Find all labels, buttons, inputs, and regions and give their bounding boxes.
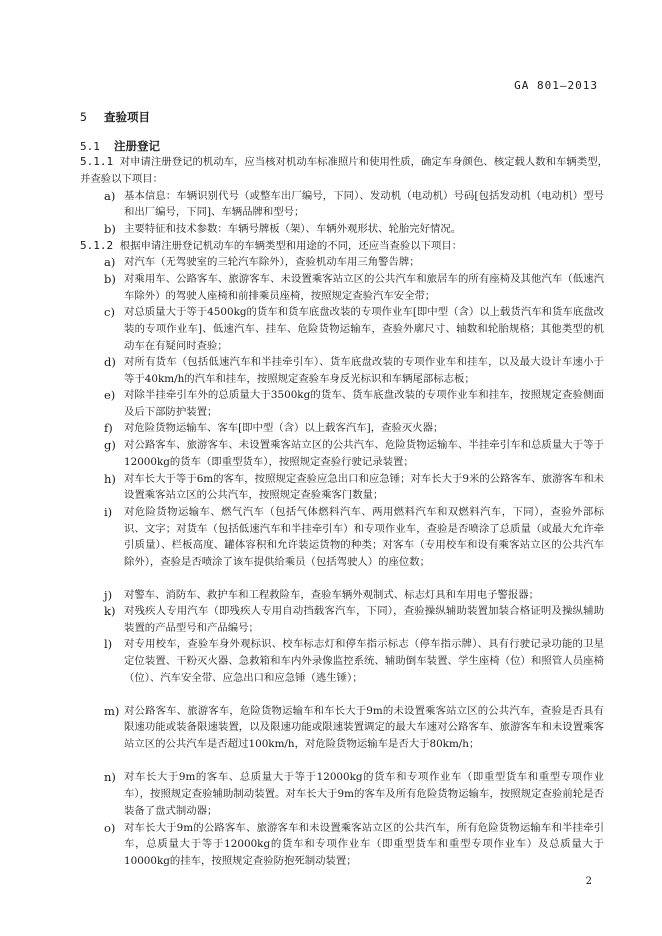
list-text: 对公路客车、旅游客车、未设置乘客站立区的公共汽车、危险货物运输车、半挂牵引车和总质量大于等于12000kg的货车（即重型货车），按照规定查验行驶记录装置； [124, 439, 604, 469]
clause-5-1-1 [80, 154, 608, 187]
list-item [104, 387, 604, 420]
list-marker: a) [104, 188, 116, 203]
list-marker: c) [104, 305, 115, 320]
list-text: 对所有货车（包括低速汽车和半挂牵引车）、货车底盘改装的专项作业车和挂车，以及最大设计车速小于等于40km/h的汽车和挂车，按照规定查验车身反光标识和车辆尾部标志板； [124, 355, 604, 385]
list-text: 对除半挂牵引车外的总质量大于3500kg的货车、货车底盘改装的专项作业车和挂车，按照规定查验侧面及后下部防护装置； [124, 389, 604, 418]
list-marker: a) [104, 255, 116, 270]
list-text: 对残疾人专用汽车（即残疾人专用自动挡载客汽车，下同），查验操纵辅助装置加装合格证明及操纵辅助装置的产品型号和产品编号； [124, 604, 604, 634]
list-item [104, 603, 604, 636]
list-text: 对危险货物运输车、燃气汽车（包括气体燃料汽车、两用燃料汽车和双燃料汽车，下同），查验外部标识、文字；对货车（包括低速汽车和半挂牵引车）和专项作业车，查验是否喷涂了总质量（或最大允许牵引质量）、栏板高度、罐体容积和允许装运货物的种类；对客车（专用校车和设有乘客站立区的公共汽车除外），查验是否喷涂了该车提供给乘员（包括驾驶人）的座位数； [124, 506, 604, 568]
list-text: 对车长大于9m的客车、总质量大于等于12000kg的货车和专项作业车（即重型货车和重型专项作业车），按照规定查验辅助制动装置。对车长大于9m的客车及所有危险货物运输车，按照规定查验前轮是否装备了盘式制动器； [124, 771, 604, 817]
subsection-heading [80, 139, 160, 154]
list-item [104, 769, 604, 819]
list-text: 对警车、消防车、救护车和工程救险车，查验车辆外观制式、标志灯具和车用电子警报器； [124, 588, 540, 601]
clause-5-1-2 [80, 238, 608, 255]
list-marker: n) [104, 770, 116, 785]
list-text: 基本信息：车辆识别代号（或整车出厂编号，下同）、发动机（电动机）号码[包括发动机（电动机）型号和出厂编号，下同]、车辆品牌和型号； [124, 189, 604, 219]
list-text: 对车长大于等于6m的客车，按照规定查验应急出口和应急锤；对车长大于9米的公路客车、旅游客车和未设置乘客站立区的公共汽车，按照规定查验乘客门数量； [124, 472, 604, 502]
list-text: 对乘用车、公路客车、旅游客车、未设置乘客站立区的公共汽车和旅居车的所有座椅及其他汽车（低速汽车除外）的驾驶人座椅和前排乘员座椅，按照规定查验汽车安全带； [124, 273, 604, 302]
list-text: 对车长大于9m的公路客车、旅游客车和未设置乘客站立区的公共汽车，所有危险货物运输车和半挂牵引车，总质量大于等于12000kg的货车和专项作业车（即重型货车和重型专项作业车）及总质量大于10000kg的挂车，按照规定查验防抱死制动装置； [124, 821, 604, 867]
list-marker: i) [104, 505, 113, 520]
list-marker: g) [104, 438, 116, 453]
list-marker: h) [104, 471, 116, 486]
list-item [104, 420, 604, 437]
clause-text: 对申请注册登记的机动车，应当核对机动车标准照片和使用性质，确定车身颜色、核定载人数和车辆类型，并查验以下项目： [80, 156, 608, 185]
list-item [104, 437, 604, 470]
list-item [104, 471, 604, 504]
list-item [104, 271, 604, 304]
clause-number: 5.1.2 [80, 238, 114, 252]
list-item [104, 221, 604, 238]
list-marker: d) [104, 354, 116, 369]
list-item [104, 587, 604, 604]
list-marker: j) [104, 587, 113, 602]
list-marker: o) [104, 820, 116, 835]
subsection-title: 注册登记 [114, 139, 160, 153]
list-item [104, 636, 604, 686]
clause-number: 5.1.1 [80, 155, 114, 169]
page-number: 2 [585, 876, 592, 887]
list-text: 对危险货物运输车、客车[即中型（含）以上载客汽车]，查验灭火器； [124, 422, 444, 435]
list-marker: b) [104, 272, 116, 287]
list-item [104, 703, 604, 753]
subsection-number: 5.1 [80, 140, 100, 153]
list-item [104, 304, 604, 354]
section-number: 5 [80, 110, 87, 124]
list-text: 对专用校车，查验车身外观标识、校车标志灯和停车指示标志（停车指示牌）、具有行驶记录功能的卫星定位装置、干粉灭火器、急救箱和车内外录像监控系统、辅助倒车装置、学生座椅（位）和照管人员座椅（位）、汽车安全带、应急出口和应急锤（逃生锤）； [124, 638, 604, 684]
list-item [104, 354, 604, 387]
list-item [104, 820, 604, 870]
list-marker: e) [104, 388, 116, 403]
list-marker: l) [104, 637, 113, 652]
list-marker: b) [104, 221, 116, 236]
list-marker: f) [104, 421, 113, 436]
list-marker: m) [104, 703, 120, 718]
standard-code-header: GA 801—2013 [514, 79, 598, 92]
clause-text: 根据申请注册登记机动车的车辆类型和用途的不同，还应当查验以下项目： [119, 239, 463, 252]
section-title: 查验项目 [104, 110, 150, 124]
list-text: 对汽车（无驾驶室的三轮汽车除外），查验机动车用三角警告牌； [124, 256, 420, 269]
list-item [104, 188, 604, 221]
list-text: 对公路客车、旅游客车，危险货物运输车和车长大于9m的未设置乘客站立区的公共汽车，查验是否具有限速功能或装备限速装置，以及限速功能或限速装置调定的最大车速对公路客车、旅游客车和未设置乘客站立区的公共汽车是否超过100km/h，对危险货物运输车是否大于80km/h； [124, 704, 604, 751]
list-item [104, 254, 604, 271]
list-text: 对总质量大于等于4500kg的货车和货车底盘改装的专项作业车[即中型（含）以上载货汽车和货车底盘改装的专项作业车]、低速汽车、挂车、危险货物运输车，查验外廓尺寸、轴数和轮胎规格；其他类型的机动车在有疑问时查验； [124, 306, 604, 352]
list-marker: k) [104, 603, 116, 618]
section-heading [80, 110, 150, 124]
list-item [104, 504, 604, 571]
list-text: 主要特征和技术参数：车辆号牌板（架）、车辆外观形状、轮胎完好情况。 [124, 222, 462, 235]
